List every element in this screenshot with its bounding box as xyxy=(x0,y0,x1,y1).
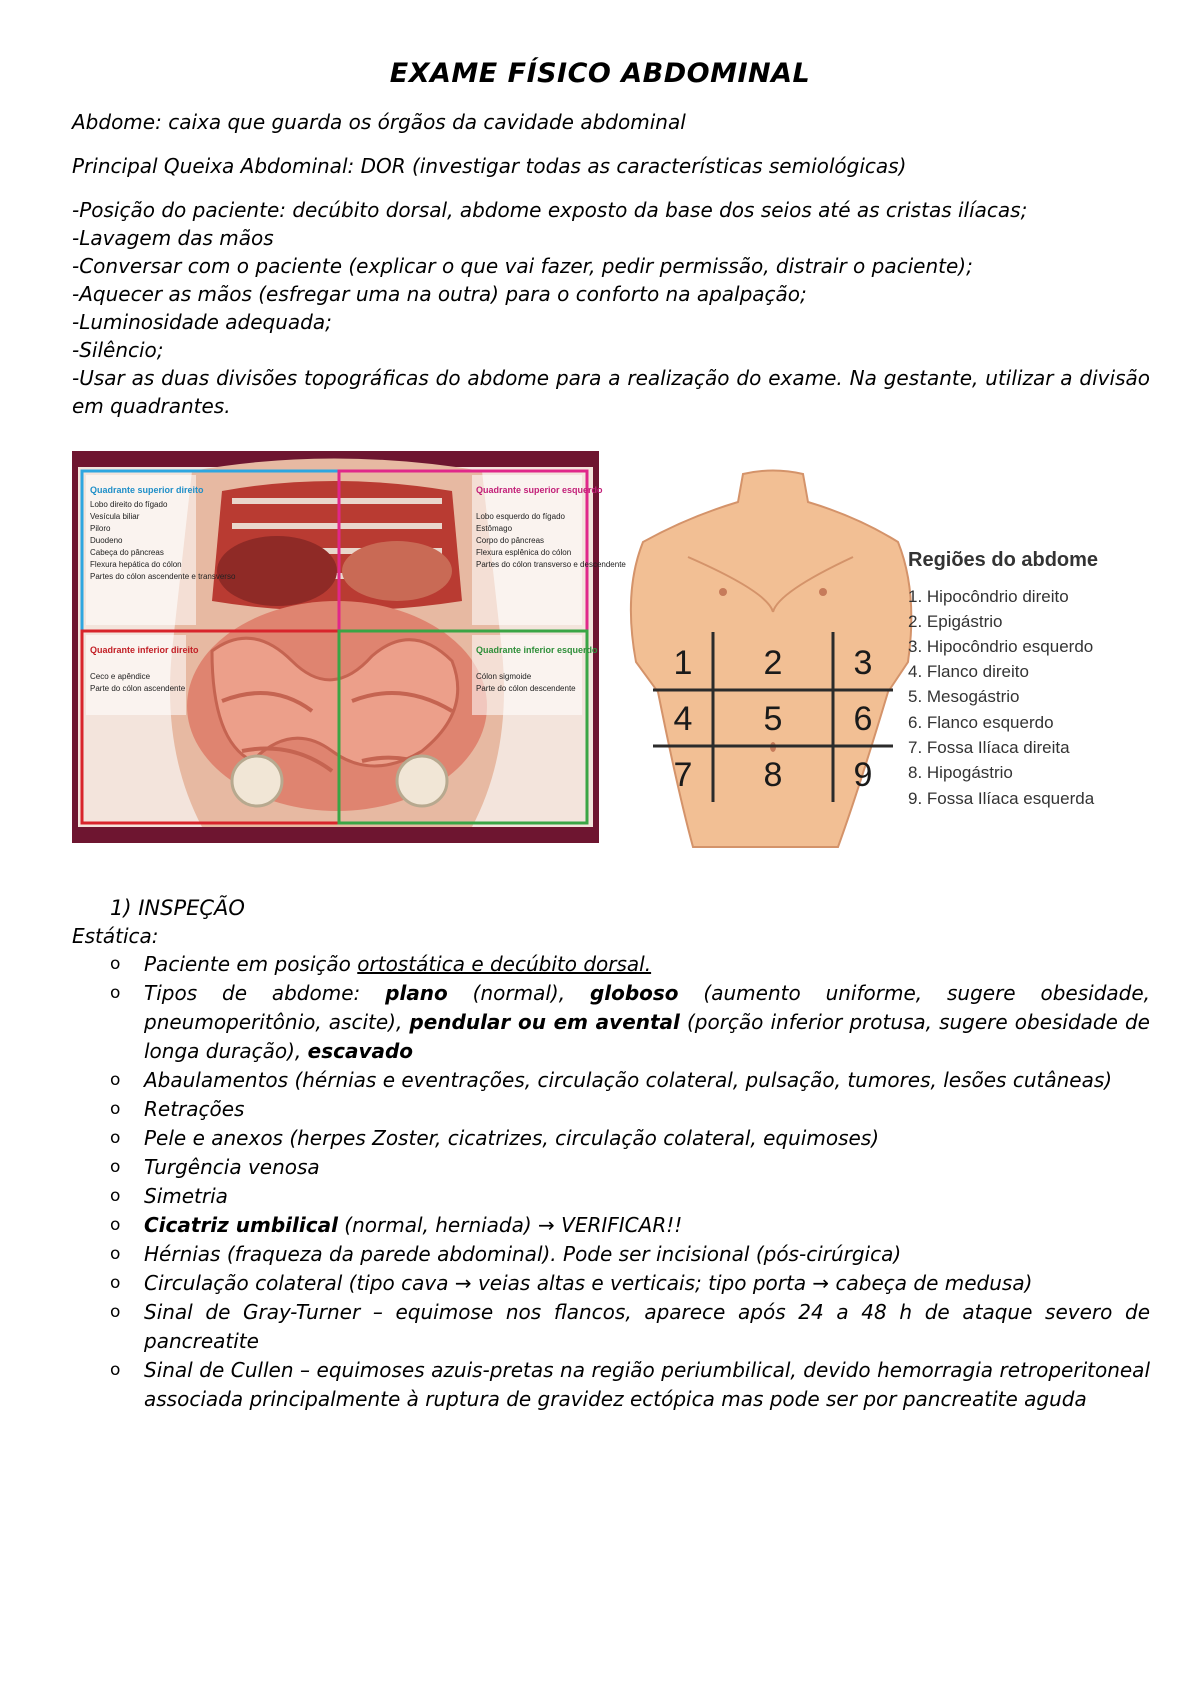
list-item: o Simetria xyxy=(72,1182,1150,1211)
bullet-marker: o xyxy=(110,1157,121,1177)
intro-main-complaint: Principal Queixa Abdominal: DOR (investigar todas as características semiológicas) xyxy=(72,154,907,178)
list-item: o Abaulamentos (hérnias e eventrações, circulação colateral, pulsação, tumores, lesões cutâneas) xyxy=(72,1066,1150,1095)
step-item: -Conversar com o paciente (explicar o que vai fazer, pedir permissão, distrair o paciente); xyxy=(72,254,973,278)
regions-legend-item: 1. Hipocôndrio direito xyxy=(908,587,1069,606)
regions-legend-item: 6. Flanco esquerdo xyxy=(908,713,1054,732)
bullet-marker: o xyxy=(110,1070,121,1090)
intro-definition: Abdome: caixa que guarda os órgãos da cavidade abdominal xyxy=(72,110,686,134)
bullet-marker: o xyxy=(110,1360,121,1380)
bullet-marker: o xyxy=(110,1215,121,1235)
region-number: 7 xyxy=(673,756,693,794)
regions-legend-item: 3. Hipocôndrio esquerdo xyxy=(908,637,1094,656)
step-item: -Lavagem das mãos xyxy=(72,226,274,250)
q1-item: Cabeça do pâncreas xyxy=(90,548,164,557)
q2-item: Flexura esplênica do cólon xyxy=(476,548,572,557)
q1-item: Duodeno xyxy=(90,536,123,545)
section-subheading-estatica: Estática: xyxy=(72,924,159,948)
region-number: 9 xyxy=(853,756,873,794)
list-item: o Turgência venosa xyxy=(72,1153,1150,1182)
region-number: 5 xyxy=(763,700,783,738)
q3-title: Quadrante inferior direito xyxy=(90,645,199,655)
region-number: 4 xyxy=(673,700,693,738)
q4-title: Quadrante inferior esquerdo xyxy=(476,645,598,655)
list-item: o Sinal de Gray-Turner – equimose nos flancos, aparece após 24 a 48 h de ataque severo de pancreatite xyxy=(110,1300,1150,1353)
q3-item: Ceco e apêndice xyxy=(90,672,151,681)
region-number: 2 xyxy=(763,644,783,682)
q3-item: Parte do cólon ascendente xyxy=(90,684,186,693)
q2-item: Lobo esquerdo do fígado xyxy=(476,512,565,521)
q4-item: Parte do cólon descendente xyxy=(476,684,576,693)
q4-item: Cólon sigmoide xyxy=(476,672,532,681)
region-number: 1 xyxy=(673,644,693,682)
q1-item: Piloro xyxy=(90,524,111,533)
bullet-marker: o xyxy=(110,1302,121,1322)
page-title: EXAME FÍSICO ABDOMINAL xyxy=(389,58,811,89)
list-item: o Sinal de Cullen – equimoses azuis-pretas na região periumbilical, devido hemorragia retroperitoneal associada principalmente à ruptura de gravidez ectópica mas pode ser por pancreatite aguda xyxy=(110,1358,1150,1411)
q1-item: Lobo direito do fígado xyxy=(90,500,168,509)
q1-item: Flexura hepática do cólon xyxy=(90,560,182,569)
regions-legend-item: 2. Epigástrio xyxy=(908,612,1003,631)
step-item: -Usar as duas divisões topográficas do abdome para a realização do exame. Na gestante, utilizar a divisão em quadrantes. xyxy=(72,366,1150,418)
bullet-marker: o xyxy=(110,1273,121,1293)
steps-list xyxy=(72,196,1150,420)
list-item: o Hérnias (fraqueza da parede abdominal). Pode ser incisional (pós-cirúrgica) xyxy=(72,1240,1150,1269)
abdominal-quadrants-illustration xyxy=(72,451,626,843)
bullet-marker: o xyxy=(110,1186,121,1206)
list-item: o Retrações xyxy=(72,1095,1150,1124)
q1-item: Vesícula biliar xyxy=(90,512,140,521)
region-number: 8 xyxy=(763,756,783,794)
q1-item: Partes do cólon ascendente e transverso xyxy=(90,572,236,581)
section-heading-inspecao: 1) INSPEÇÃO xyxy=(110,896,245,920)
list-item: o Tipos de abdome: plano (normal), globoso (aumento uniforme, sugere obesidade, pneumoperitônio, ascite), pendular ou em avental (porção inferior protusa, sugere obesidade de longa duração), escavado xyxy=(110,981,1151,1063)
bullet-marker: o xyxy=(110,1244,121,1264)
region-number: 3 xyxy=(853,644,873,682)
list-item: o Circulação colateral (tipo cava → veias altas e verticais; tipo porta → cabeça de medusa) xyxy=(72,1269,1150,1298)
regions-legend-item: 8. Hipogástrio xyxy=(908,763,1013,782)
q1-title: Quadrante superior direito xyxy=(90,485,204,495)
regions-legend-item: 5. Mesogástrio xyxy=(908,687,1020,706)
bullet-marker: o xyxy=(110,983,121,1003)
q2-item: Partes do cólon transverso e descendente xyxy=(476,560,626,569)
q2-item: Estômago xyxy=(476,524,513,533)
q2-item: Corpo do pâncreas xyxy=(476,536,545,545)
abdominal-regions-illustration xyxy=(598,462,1158,852)
step-item: -Posição do paciente: decúbito dorsal, abdome exposto da base dos seios até as cristas ilíacas; xyxy=(72,198,1028,222)
bullet-marker: o xyxy=(110,1128,121,1148)
regions-legend-title: Regiões do abdome xyxy=(908,549,1099,571)
list-item: o Paciente em posição ortostática e decúbito dorsal. xyxy=(72,950,1150,979)
list-item: o Pele e anexos (herpes Zoster, cicatrizes, circulação colateral, equimoses) xyxy=(72,1124,1150,1153)
list-item: o Cicatriz umbilical (normal, herniada) → VERIFICAR!! xyxy=(72,1211,1150,1240)
inspection-list xyxy=(72,950,1150,1414)
bullet-marker: o xyxy=(110,954,121,974)
bullet-marker: o xyxy=(110,1099,121,1119)
regions-legend-item: 7. Fossa Ilíaca direita xyxy=(908,738,1070,757)
regions-legend-item: 4. Flanco direito xyxy=(908,662,1029,681)
regions-legend-item: 9. Fossa Ilíaca esquerda xyxy=(908,789,1095,808)
region-number: 6 xyxy=(853,700,873,738)
step-item: -Aquecer as mãos (esfregar uma na outra) para o conforto na apalpação; xyxy=(72,282,807,306)
step-item: -Silêncio; xyxy=(72,338,164,362)
q2-title: Quadrante superior esquerdo xyxy=(476,485,603,495)
step-item: -Luminosidade adequada; xyxy=(72,310,332,334)
